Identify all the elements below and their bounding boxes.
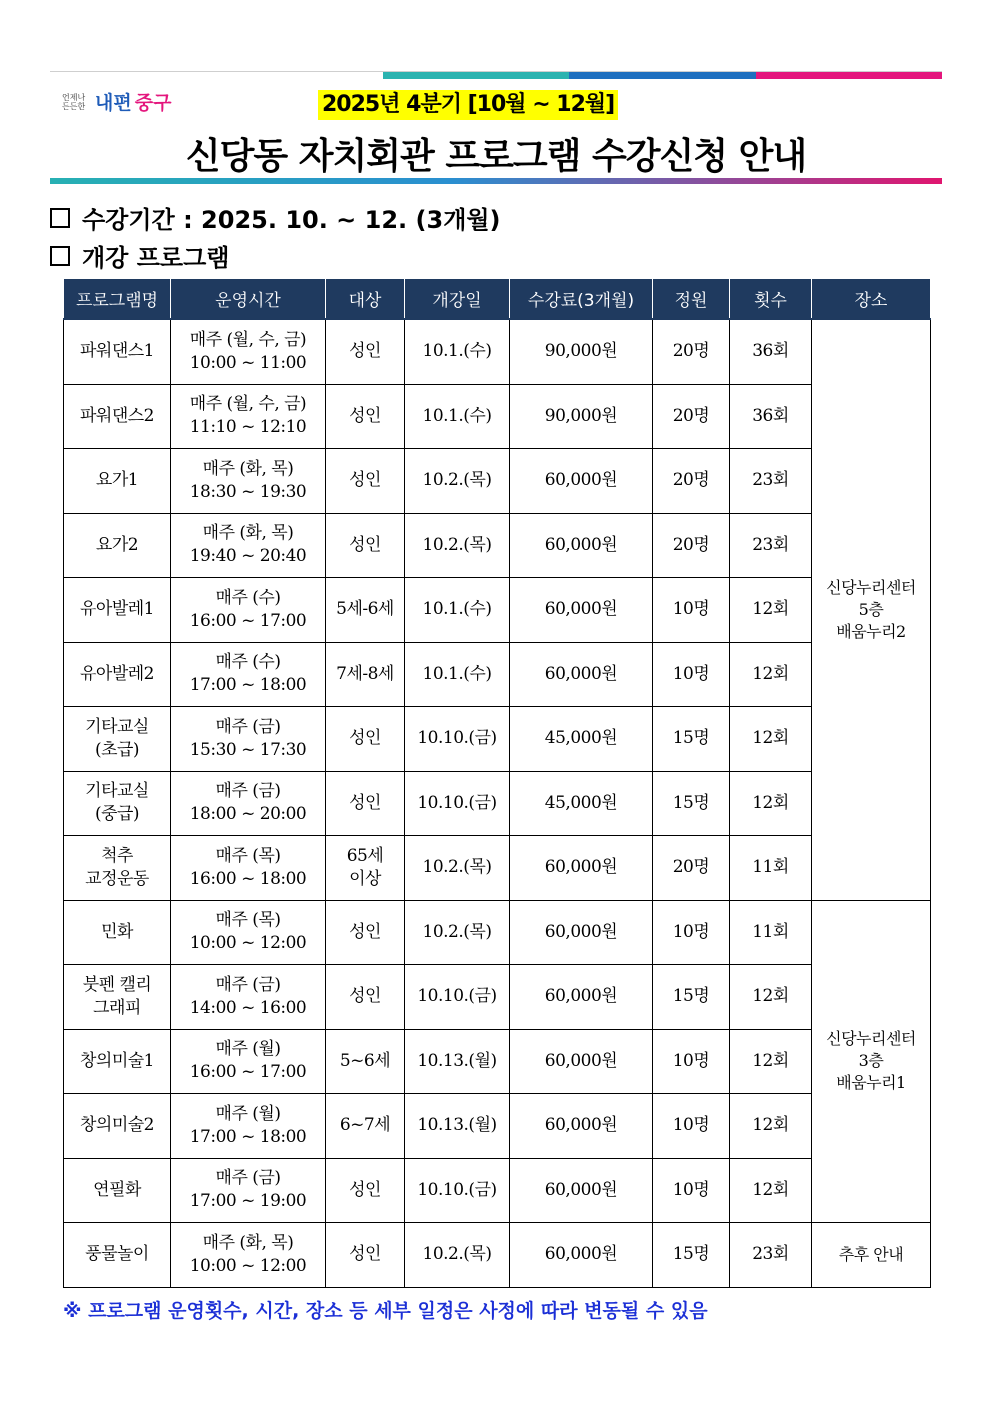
schedule-text: 16:00 ~ 18:00	[189, 868, 307, 889]
start-date	[405, 771, 510, 836]
start-date	[405, 707, 510, 772]
capacity-text: 10명	[672, 1050, 710, 1071]
session-count-text: 12회	[752, 728, 789, 749]
start-date	[405, 1094, 510, 1159]
table-row	[64, 707, 931, 772]
program-name-text: 파워댄스1	[79, 341, 154, 362]
col-header-capacity: 정원	[653, 279, 730, 320]
capacity-text: 10명	[672, 599, 710, 620]
notice-text: ※ 프로그램 운영횟수, 시간, 장소 등 세부 일정은 사정에 따라 변동될 수 있음	[63, 1300, 708, 1322]
program-name-text: 연필화	[93, 1179, 141, 1200]
target-text: 65세	[346, 845, 384, 866]
capacity	[653, 319, 730, 384]
table-row	[64, 642, 931, 707]
session-count-text: 12회	[752, 663, 789, 684]
place	[812, 319, 931, 900]
table-row	[64, 578, 931, 643]
start-date-text: 10.2.(목)	[422, 857, 492, 878]
schedule	[171, 578, 326, 643]
schedule	[171, 642, 326, 707]
schedule-text: 17:00 ~ 19:00	[189, 1191, 307, 1212]
program-name	[64, 1223, 171, 1288]
start-date	[405, 642, 510, 707]
schedule-text: 매주 (화, 목)	[202, 523, 294, 544]
capacity	[653, 1029, 730, 1094]
schedule-text: 매주 (금)	[215, 781, 281, 802]
col-header-time: 운영시간	[171, 279, 326, 320]
schedule-text: 16:00 ~ 17:00	[189, 1062, 307, 1083]
session-count	[730, 1223, 812, 1288]
schedule	[171, 836, 326, 901]
start-date	[405, 900, 510, 965]
fee	[510, 900, 653, 965]
capacity-text: 10명	[672, 1179, 710, 1200]
capacity	[653, 578, 730, 643]
session-count	[730, 1158, 812, 1223]
table-row	[64, 384, 931, 449]
col-header-target: 대상	[326, 279, 405, 320]
program-name	[64, 771, 171, 836]
session-count	[730, 900, 812, 965]
capacity-text: 10명	[672, 1115, 710, 1136]
fee-text: 90,000원	[544, 405, 618, 426]
session-count	[730, 449, 812, 514]
fee	[510, 965, 653, 1030]
program-name-text: 척추	[101, 845, 133, 866]
target-text: 5~6세	[339, 1050, 391, 1071]
schedule-text: 17:00 ~ 18:00	[189, 1126, 307, 1147]
capacity-text: 20명	[672, 534, 710, 555]
schedule-text: 10:00 ~ 12:00	[189, 933, 307, 954]
place	[812, 900, 931, 1223]
start-date-text: 10.10.(금)	[417, 728, 497, 749]
program-name	[64, 578, 171, 643]
session-count	[730, 965, 812, 1030]
program-name-text: (중급)	[94, 804, 140, 825]
session-count	[730, 384, 812, 449]
session-count-text: 11회	[752, 857, 789, 878]
capacity-text: 15명	[672, 792, 710, 813]
target-text: 성인	[349, 728, 381, 749]
target	[326, 836, 405, 901]
schedule	[171, 513, 326, 578]
program-name-text: 파워댄스2	[79, 405, 154, 426]
program-name	[64, 513, 171, 578]
start-date	[405, 965, 510, 1030]
start-date-text: 10.1.(수)	[422, 663, 492, 684]
fee-text: 45,000원	[544, 728, 618, 749]
capacity-text: 15명	[672, 1244, 710, 1265]
session-count-text: 12회	[752, 1115, 789, 1136]
capacity	[653, 384, 730, 449]
table-body	[64, 319, 931, 1287]
target	[326, 578, 405, 643]
fee	[510, 707, 653, 772]
start-date-text: 10.10.(금)	[417, 986, 497, 1007]
fee	[510, 384, 653, 449]
session-count	[730, 1094, 812, 1159]
schedule-text: 11:10 ~ 12:10	[189, 417, 307, 438]
table-row	[64, 836, 931, 901]
capacity-text: 15명	[672, 986, 710, 1007]
schedule	[171, 449, 326, 514]
place	[812, 1223, 931, 1288]
schedule-text: 매주 (수)	[215, 587, 281, 608]
schedule-text: 10:00 ~ 11:00	[189, 352, 307, 373]
target-text: 7세-8세	[336, 663, 394, 684]
place-text: 3층	[858, 1051, 884, 1071]
program-name-text: 유아발레1	[79, 599, 154, 620]
place-text: 배움누리2	[836, 621, 906, 641]
program-name	[64, 965, 171, 1030]
fee	[510, 836, 653, 901]
capacity	[653, 642, 730, 707]
session-count	[730, 836, 812, 901]
target	[326, 1094, 405, 1159]
col-header-name: 프로그램명	[64, 279, 171, 320]
start-date	[405, 836, 510, 901]
logo-text-2: 중구	[134, 92, 172, 114]
start-date	[405, 578, 510, 643]
fee-text: 60,000원	[544, 1050, 618, 1071]
session-count	[730, 319, 812, 384]
start-date-text: 10.2.(목)	[422, 921, 492, 942]
program-name	[64, 319, 171, 384]
session-count	[730, 642, 812, 707]
page-title: 신당동 자치회관 프로그램 수강신청 안내	[185, 136, 807, 177]
target-text: 성인	[349, 470, 381, 491]
fee	[510, 578, 653, 643]
session-count-text: 23회	[752, 534, 789, 555]
program-name-text: 요가1	[95, 470, 139, 491]
fee	[510, 1158, 653, 1223]
schedule-text: 10:00 ~ 12:00	[189, 1255, 307, 1276]
fee	[510, 642, 653, 707]
start-date	[405, 1029, 510, 1094]
schedule	[171, 1094, 326, 1159]
col-header-start: 개강일	[405, 279, 510, 320]
capacity	[653, 1158, 730, 1223]
fee	[510, 1029, 653, 1094]
col-header-place: 장소	[812, 279, 931, 320]
target-text: 성인	[349, 921, 381, 942]
schedule-text: 매주 (목)	[215, 910, 281, 931]
district-logo	[62, 88, 171, 115]
checkbox-icon	[50, 208, 70, 228]
place-text: 배움누리1	[836, 1073, 906, 1093]
target	[326, 707, 405, 772]
schedule-text: 매주 (목)	[215, 845, 281, 866]
program-name	[64, 1094, 171, 1159]
table-row	[64, 513, 931, 578]
start-date	[405, 1158, 510, 1223]
fee-text: 60,000원	[544, 857, 618, 878]
session-count-text: 12회	[752, 986, 789, 1007]
session-count-text: 11회	[752, 921, 789, 942]
schedule-text: 매주 (금)	[215, 974, 281, 995]
session-count-text: 36회	[752, 405, 789, 426]
capacity-text: 20명	[672, 405, 710, 426]
schedule-text: 매주 (금)	[215, 716, 281, 737]
program-name-text: 요가2	[95, 534, 139, 555]
schedule-text: 16:00 ~ 17:00	[189, 610, 307, 631]
place-text: 추후 안내	[838, 1244, 904, 1264]
program-name	[64, 836, 171, 901]
program-name-text: 창의미술1	[79, 1050, 154, 1071]
capacity-text: 10명	[672, 921, 710, 942]
program-table	[63, 278, 931, 1288]
session-count	[730, 771, 812, 836]
program-name	[64, 449, 171, 514]
fee-text: 45,000원	[544, 792, 618, 813]
session-count-text: 12회	[752, 1179, 789, 1200]
session-count-text: 12회	[752, 599, 789, 620]
schedule-text: 매주 (월)	[215, 1039, 281, 1060]
start-date-text: 10.10.(금)	[417, 792, 497, 813]
capacity-text: 20명	[672, 470, 710, 491]
place-text: 신당누리센터	[826, 1029, 916, 1049]
target-text: 성인	[349, 405, 381, 426]
target	[326, 965, 405, 1030]
col-header-count: 횟수	[730, 279, 812, 320]
checkbox-icon	[50, 246, 70, 266]
schedule	[171, 771, 326, 836]
target-text: 성인	[349, 534, 381, 555]
fee-text: 90,000원	[544, 341, 618, 362]
capacity	[653, 1223, 730, 1288]
title-underline	[50, 178, 942, 184]
section-period	[50, 200, 501, 235]
program-name-text: 유아발레2	[79, 663, 154, 684]
table-row	[64, 449, 931, 514]
target-text: 5세-6세	[336, 599, 394, 620]
target	[326, 1158, 405, 1223]
fee-text: 60,000원	[544, 1244, 618, 1265]
schedule-text: 15:30 ~ 17:30	[189, 739, 307, 760]
schedule-text: 매주 (화, 목)	[202, 1232, 294, 1253]
schedule-text: 매주 (수)	[215, 652, 281, 673]
program-name	[64, 1029, 171, 1094]
capacity	[653, 965, 730, 1030]
target	[326, 513, 405, 578]
schedule-text: 매주 (금)	[215, 1168, 281, 1189]
target-text: 성인	[349, 792, 381, 813]
target	[326, 384, 405, 449]
program-name-text: 창의미술2	[79, 1115, 154, 1136]
table-row	[64, 1158, 931, 1223]
fee-text: 60,000원	[544, 470, 618, 491]
start-date	[405, 449, 510, 514]
start-date-text: 10.1.(수)	[422, 599, 492, 620]
target	[326, 319, 405, 384]
fee	[510, 319, 653, 384]
program-name-text: 교정운동	[85, 868, 149, 889]
schedule	[171, 707, 326, 772]
capacity-text: 15명	[672, 728, 710, 749]
target-text: 성인	[349, 341, 381, 362]
program-name-text: 풍물놀이	[85, 1244, 149, 1265]
fee-text: 60,000원	[544, 921, 618, 942]
target	[326, 900, 405, 965]
col-header-fee: 수강료(3개월)	[510, 279, 653, 320]
table-header-row	[64, 279, 931, 320]
session-count-text: 23회	[752, 470, 789, 491]
program-name-text: 기타교실	[85, 716, 149, 737]
program-name-text: 민화	[101, 921, 133, 942]
start-date-text: 10.10.(금)	[417, 1179, 497, 1200]
capacity	[653, 771, 730, 836]
schedule-text: 17:00 ~ 18:00	[189, 675, 307, 696]
program-name-text: 그래피	[93, 997, 141, 1018]
target-text: 성인	[349, 1179, 381, 1200]
fee-text: 60,000원	[544, 663, 618, 684]
table-row	[64, 1029, 931, 1094]
target-text: 성인	[349, 1244, 381, 1265]
program-name	[64, 900, 171, 965]
table-row	[64, 771, 931, 836]
fee-text: 60,000원	[544, 1179, 618, 1200]
capacity	[653, 900, 730, 965]
capacity	[653, 836, 730, 901]
capacity-text: 20명	[672, 857, 710, 878]
capacity	[653, 707, 730, 772]
session-count	[730, 513, 812, 578]
program-name	[64, 707, 171, 772]
table-row	[64, 319, 931, 384]
session-count-text: 12회	[752, 792, 789, 813]
schedule-text: 매주 (월, 수, 금)	[189, 394, 307, 415]
fee-text: 60,000원	[544, 1115, 618, 1136]
fee-text: 60,000원	[544, 986, 618, 1007]
capacity-text: 20명	[672, 341, 710, 362]
program-name-text: (초급)	[94, 739, 140, 760]
target	[326, 1029, 405, 1094]
table-row	[64, 1094, 931, 1159]
capacity-text: 10명	[672, 663, 710, 684]
start-date	[405, 319, 510, 384]
schedule	[171, 900, 326, 965]
quarter-label: 2025년 4분기 [10월 ~ 12월]	[318, 90, 618, 120]
schedule	[171, 1223, 326, 1288]
logo-tagline: 언제나 든든한	[62, 92, 86, 111]
session-count	[730, 578, 812, 643]
target-text: 6~7세	[339, 1115, 391, 1136]
start-date-text: 10.1.(수)	[422, 405, 492, 426]
section-programs	[50, 238, 229, 273]
program-name-text: 기타교실	[85, 781, 149, 802]
schedule	[171, 1158, 326, 1223]
start-date	[405, 513, 510, 578]
program-name	[64, 1158, 171, 1223]
capacity	[653, 1094, 730, 1159]
capacity	[653, 513, 730, 578]
fee-text: 60,000원	[544, 599, 618, 620]
fee	[510, 513, 653, 578]
start-date-text: 10.2.(목)	[422, 1244, 492, 1265]
fee	[510, 771, 653, 836]
schedule-text: 18:30 ~ 19:30	[189, 481, 307, 502]
table-row	[64, 1223, 931, 1288]
program-name-text: 붓펜 캘리	[82, 974, 152, 995]
schedule-text: 19:40 ~ 20:40	[189, 546, 307, 567]
target	[326, 449, 405, 514]
schedule	[171, 384, 326, 449]
target	[326, 1223, 405, 1288]
session-count-text: 23회	[752, 1244, 789, 1265]
start-date-text: 10.13.(월)	[417, 1115, 497, 1136]
place-text: 5층	[858, 599, 884, 619]
start-date-text: 10.2.(목)	[422, 470, 492, 491]
session-count	[730, 1029, 812, 1094]
program-name	[64, 642, 171, 707]
logo-text-1: 내편	[95, 92, 132, 114]
program-name	[64, 384, 171, 449]
table-row	[64, 900, 931, 965]
fee	[510, 1223, 653, 1288]
schedule-text: 매주 (화, 목)	[202, 458, 294, 479]
session-count	[730, 707, 812, 772]
schedule	[171, 965, 326, 1030]
schedule-text: 14:00 ~ 16:00	[189, 997, 307, 1018]
schedule	[171, 1029, 326, 1094]
place-text: 신당누리센터	[826, 577, 916, 597]
capacity	[653, 449, 730, 514]
start-date-text: 10.13.(월)	[417, 1050, 497, 1071]
table-row	[64, 965, 931, 1030]
start-date-text: 10.1.(수)	[422, 341, 492, 362]
fee	[510, 449, 653, 514]
target-text: 성인	[349, 986, 381, 1007]
session-count-text: 36회	[752, 341, 789, 362]
start-date	[405, 1223, 510, 1288]
header-color-bar	[383, 72, 942, 79]
schedule-text: 매주 (월, 수, 금)	[189, 329, 307, 350]
schedule-text: 매주 (월)	[215, 1103, 281, 1124]
start-date-text: 10.2.(목)	[422, 534, 492, 555]
programs-heading: 개강 프로그램	[82, 244, 230, 272]
target-text: 이상	[349, 868, 381, 889]
fee-text: 60,000원	[544, 534, 618, 555]
period-text: 수강기간 : 2025. 10. ~ 12. (3개월)	[82, 206, 501, 234]
schedule	[171, 319, 326, 384]
session-count-text: 12회	[752, 1050, 789, 1071]
schedule-text: 18:00 ~ 20:00	[189, 804, 307, 825]
fee	[510, 1094, 653, 1159]
start-date	[405, 384, 510, 449]
target	[326, 642, 405, 707]
target	[326, 771, 405, 836]
